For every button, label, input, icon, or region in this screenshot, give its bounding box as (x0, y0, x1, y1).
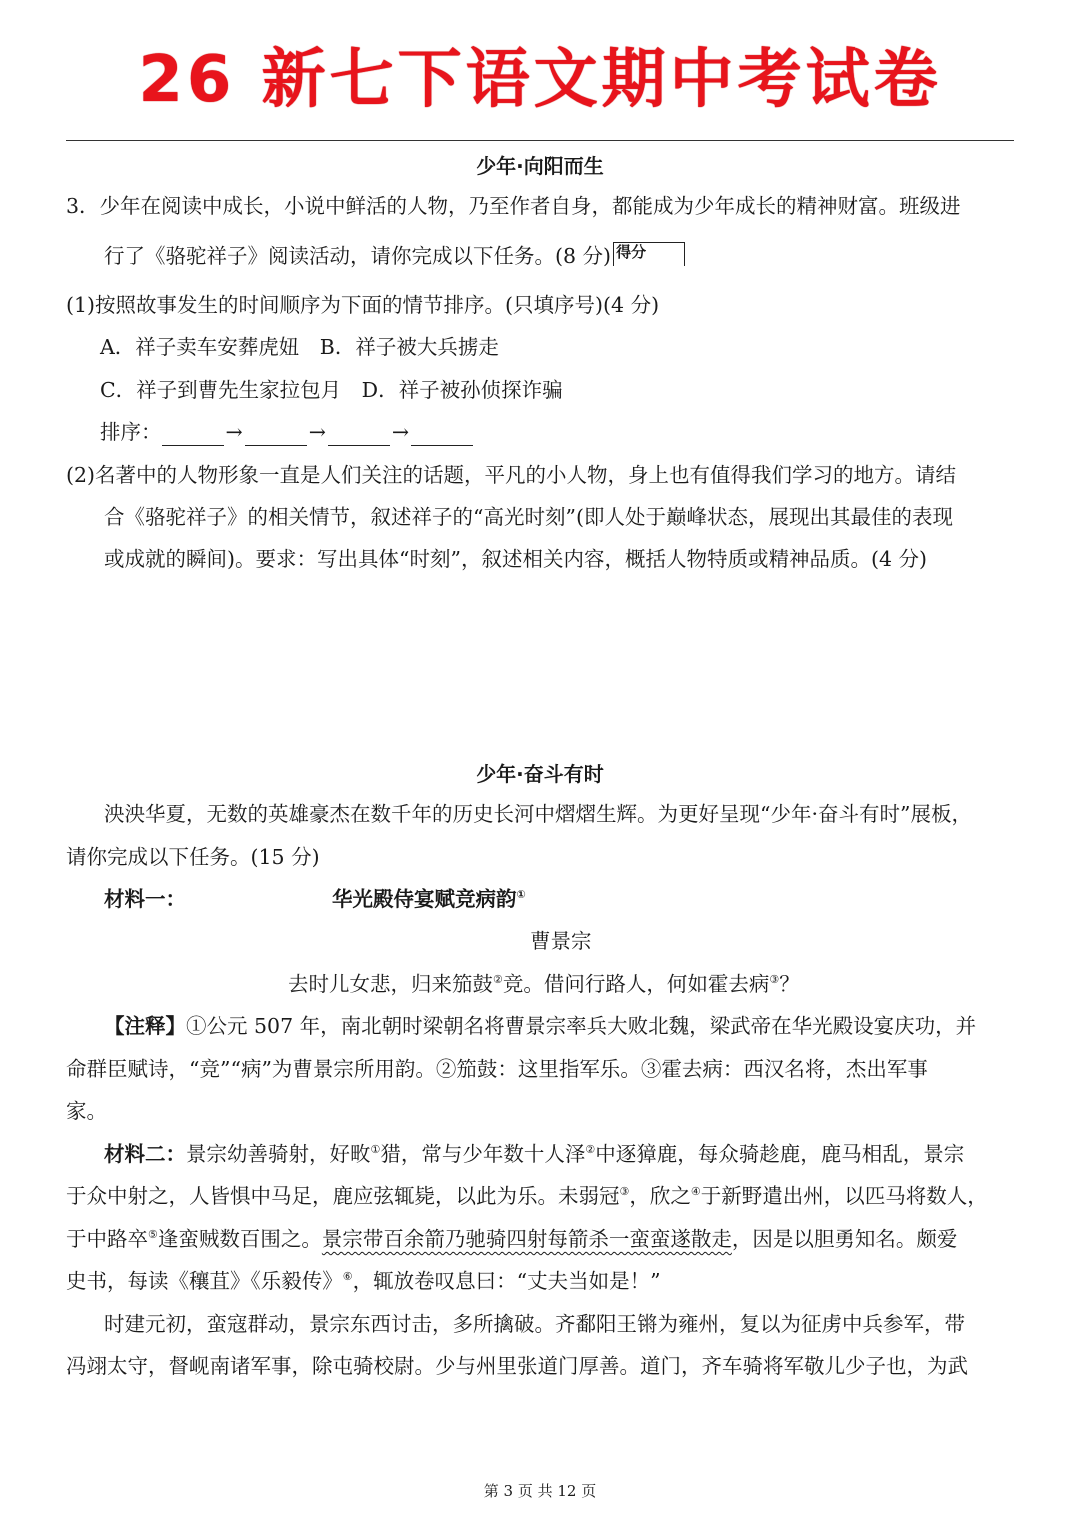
wavy-underlined-sentence: 景宗带百余箭乃驰骑四射每箭杀一蛮蛮遂散走 (321, 1227, 732, 1251)
material2-label: 材料二： (104, 1142, 186, 1166)
m2-text: 于新野遣出州，以匹马将数人， (700, 1184, 988, 1208)
material2-line2 (66, 1182, 988, 1210)
poem-author: 曹景宗 (530, 929, 592, 953)
intro-line2: 请你完成以下任务。(15 分) (66, 845, 320, 869)
material1-label: 材料一： (104, 887, 186, 911)
m2-text: ，欣之 (629, 1184, 691, 1208)
m2-text: ，辄放卷叹息曰：“丈夫当如是！” (352, 1269, 661, 1293)
poem-title-note: ① (516, 888, 526, 902)
m2-text: ，因是以胆勇知名。颇爱 (731, 1227, 958, 1251)
m2-note: ④ (690, 1185, 701, 1199)
q3-line1: 3．少年在阅读中成长，小说中鲜活的人物，乃至作者自身，都能成为少年成长的精神财富。班级进 (66, 194, 961, 218)
page-number-footer: 第 3 页 共 12 页 (483, 1482, 597, 1500)
header-divider (66, 140, 1014, 141)
q3-line2-row (104, 242, 685, 270)
score-box: 得分 (613, 242, 685, 266)
m2-text: 史书，每读《穰苴》《乐毅传》 (66, 1269, 343, 1293)
order-label: 排序： (100, 420, 162, 444)
poem-text-3: ？ (779, 972, 800, 996)
order-answer-row (100, 418, 473, 446)
note-line1: ①公元 507 年，南北朝时梁朝名将曹景宗率兵大败北魏，梁武帝在华光殿设宴庆功，并 (186, 1014, 977, 1038)
m2-note: ③ (619, 1185, 630, 1199)
material2-line4 (66, 1267, 661, 1295)
section1-heading: 少年·向阳而生 (476, 154, 604, 178)
answer-blank-4[interactable] (411, 425, 473, 446)
sub2-line3: 或成就的瞬间)。要求：写出具体“时刻”，叙述相关内容，概括人物特质或精神品质。(4 分) (104, 547, 928, 571)
paragraph3-line1: 时建元初，蛮寇群动，景宗东西讨击，多所擒破。齐鄱阳王锵为雍州，复以为征虏中兵参军，带 (104, 1312, 965, 1336)
sub2-line2: 合《骆驼祥子》的相关情节，叙述祥子的“高光时刻”(即人处于巅峰状态，展现出其最佳的表现 (104, 505, 953, 529)
m2-text: 于中路卒 (66, 1227, 148, 1251)
poem-title-row (332, 885, 526, 913)
note-line2: 命群臣赋诗，“竞”“病”为曹景宗所用韵。②笳鼓：这里指军乐。③霍去病：西汉名将，杰出军事 (66, 1057, 928, 1081)
m2-note: ⑥ (342, 1270, 353, 1284)
order-arrow-icon: → (308, 420, 326, 444)
note-line3: 家。 (66, 1099, 107, 1123)
note-label: 【注释】 (104, 1014, 186, 1038)
poem-title: 华光殿侍宴赋竞病韵 (332, 887, 517, 911)
banner-title: 26 新七下语文期中考试卷 (138, 43, 942, 117)
m2-note: ⑤ (148, 1228, 158, 1242)
answer-blank-2[interactable] (245, 425, 307, 446)
sub2-line1: (2)名著中的人物形象一直是人们关注的话题，平凡的小人物，身上也有值得我们学习的地方。请结 (66, 463, 957, 487)
section2-heading: 少年·奋斗有时 (476, 762, 604, 786)
poem-note-2: ② (493, 973, 503, 987)
m2-text: 逢蛮贼数百围之。 (157, 1227, 322, 1251)
poem-body (288, 970, 800, 998)
m2-note: ② (585, 1143, 596, 1157)
m2-note: ① (370, 1143, 381, 1157)
poem-text-2: 竞。借问行路人，何如霍去病 (502, 972, 770, 996)
order-arrow-icon: → (225, 420, 243, 444)
m2-text: 猎，常与少年数十人泽 (380, 1142, 586, 1166)
poem-text-1: 去时儿女悲，归来笳鼓 (288, 972, 493, 996)
poem-note-3: ③ (769, 973, 780, 987)
material2-line3 (66, 1225, 957, 1253)
m2-text: 景宗幼善骑射，好畋 (186, 1142, 371, 1166)
options-line-1: A．祥子卖车安葬虎妞 B．祥子被大兵掳走 (100, 335, 499, 359)
intro-line1: 泱泱华夏，无数的英雄豪杰在数千年的历史长河中熠熠生辉。为更好呈现“少年·奋斗有时”展板， (104, 802, 972, 826)
options-line-2: C．祥子到曹先生家拉包月 D．祥子被孙侦探诈骗 (100, 378, 563, 402)
material2-line1 (104, 1140, 964, 1168)
paragraph3-line2: 冯翊太守，督岘南诸军事，除屯骑校尉。少与州里张道门厚善。道门，齐车骑将军敬儿少子也，为武 (66, 1354, 968, 1378)
m2-text: 中逐獐鹿，每众骑趁鹿，鹿马相乱，景宗 (595, 1142, 965, 1166)
sub-question-1: (1)按照故事发生的时间顺序为下面的情节排序。(只填序号)(4 分) (66, 293, 660, 317)
m2-text: 于众中射之，人皆惧中马足，鹿应弦辄毙，以此为乐。未弱冠 (66, 1184, 620, 1208)
note-line1-row (104, 1012, 976, 1040)
answer-blank-1[interactable] (162, 425, 224, 446)
order-arrow-icon: → (391, 420, 410, 444)
answer-blank-3[interactable] (328, 425, 390, 446)
q3-line2: 行了《骆驼祥子》阅读活动，请你完成以下任务。(8 分) (104, 244, 612, 268)
